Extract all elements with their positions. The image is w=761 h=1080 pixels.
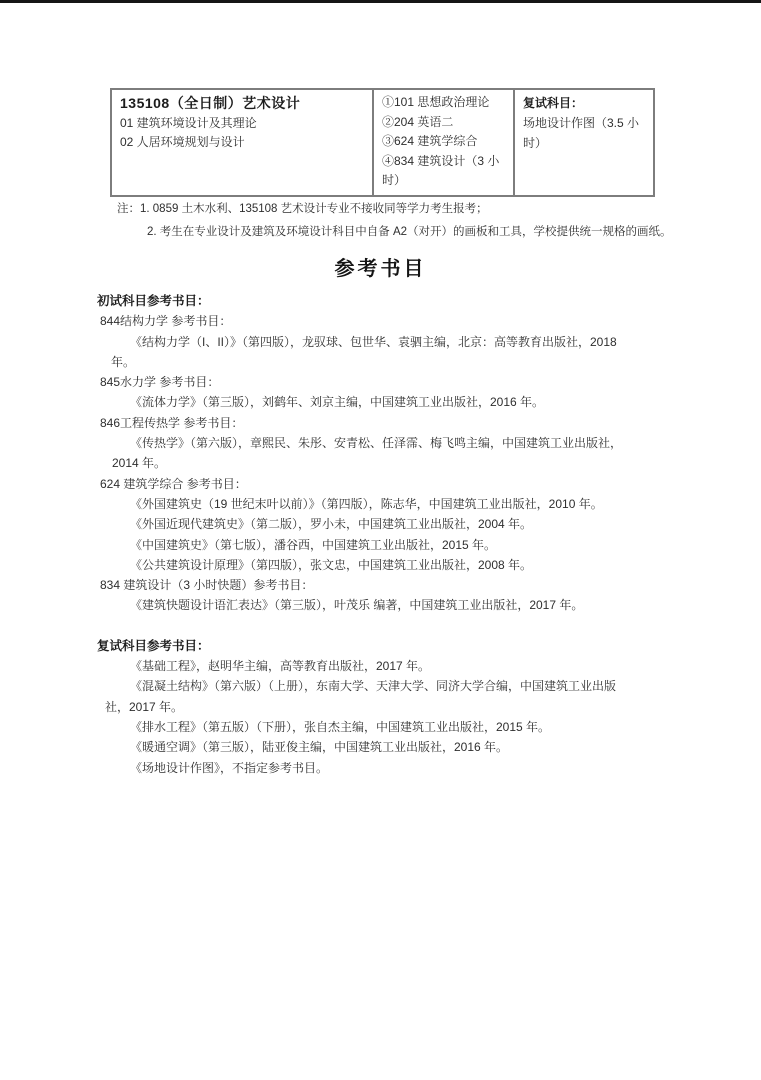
reference-line: 《暖通空调》（第三版），陆亚俊主编，中国建筑工业出版社，2016 年。 bbox=[130, 740, 509, 755]
program-direction-2: 02 人居环境规划与设计 bbox=[120, 135, 245, 149]
reference-line: 《基础工程》，赵明华主编，高等教育出版社，2017 年。 bbox=[130, 659, 431, 674]
reference-line: 《场地设计作图》，不指定参考书目。 bbox=[130, 760, 329, 775]
reference-line: 《结构力学（I、II）》（第四版），龙驭球、包世华、袁驷主编，北京：高等教育出版社，2018 bbox=[130, 334, 617, 349]
reference-line: 《混凝土结构》（第六版）（上册），东南大学、天津大学、同济大学合编，中国建筑工业出版 bbox=[130, 679, 617, 694]
retest-label: 复试科目： bbox=[523, 96, 584, 110]
reference-line: 834 建筑设计（3 小时快题）参考书目： bbox=[100, 578, 314, 593]
reference-line: 845水力学 参考书目： bbox=[100, 375, 220, 390]
page-title: 参考书目 bbox=[334, 258, 427, 280]
exam-subject-3: ③624 建筑学综合 bbox=[382, 134, 478, 148]
section-heading: 初试科目参考书目： bbox=[97, 294, 210, 308]
reference-line: 《外国建筑史（19 世纪末叶以前）》（第四版），陈志华，中国建筑工业出版社，2010 年。 bbox=[130, 496, 603, 511]
reference-line: 社，2017 年。 bbox=[105, 699, 184, 714]
note-line-2: 2. 考生在专业设计及建筑及环境设计科目中自备 A2（对开）的画板和工具，学校提供统一规格的画纸。 bbox=[147, 225, 672, 238]
reference-line: 846工程传热学 参考书目： bbox=[100, 415, 244, 430]
notes-block bbox=[117, 198, 697, 243]
reference-line: 844结构力学 参考书目： bbox=[100, 314, 232, 329]
retest-subject: 场地设计作图（3.5 小时） bbox=[523, 116, 640, 150]
reference-line: 《排水工程》（第五版）（下册），张自杰主编，中国建筑工业出版社，2015 年。 bbox=[130, 719, 551, 734]
program-title: 135108（全日制）艺术设计 bbox=[120, 95, 301, 111]
exam-subject-4: ④834 建筑设计（3 小时） bbox=[382, 153, 500, 187]
reference-line: 624 建筑学综合 参考书目： bbox=[100, 476, 247, 491]
exam-subject-1: ①101 思想政治理论 bbox=[382, 95, 490, 109]
exam-subject-2: ②204 英语二 bbox=[382, 114, 454, 129]
program-cell bbox=[111, 89, 373, 196]
reference-line: 2014 年。 bbox=[112, 456, 167, 471]
reference-line: 《中国建筑史》（第七版），潘谷西，中国建筑工业出版社，2015 年。 bbox=[130, 537, 497, 552]
reference-line: 《传热学》（第六版），章熙民、朱彤、安青松、任泽霈、梅飞鸣主编，中国建筑工业出版社， bbox=[130, 436, 623, 451]
section-heading: 复试科目参考书目： bbox=[97, 638, 210, 653]
reference-section bbox=[97, 636, 672, 778]
retest-cell bbox=[514, 89, 654, 196]
exam-subjects-cell bbox=[373, 89, 514, 196]
reference-line: 年。 bbox=[111, 354, 136, 369]
reference-line: 《公共建筑设计原理》（第四版），张文忠，中国建筑工业出版社，2008 年。 bbox=[130, 557, 533, 572]
program-direction-1: 01 建筑环境设计及其理论 bbox=[120, 116, 257, 130]
note-line-1: 注：1. 0859 土木水利、135108 艺术设计专业不接收同等学力考生报考； bbox=[117, 203, 488, 215]
reference-sections bbox=[97, 291, 672, 778]
reference-line: 《外国近现代建筑史》（第二版），罗小未，中国建筑工业出版社，2004 年。 bbox=[130, 517, 533, 532]
top-border-line bbox=[0, 0, 761, 3]
admissions-table bbox=[110, 88, 655, 197]
reference-section bbox=[97, 291, 672, 616]
reference-line: 《流体力学》（第三版），刘鹤年、刘京主编，中国建筑工业出版社，2016 年。 bbox=[130, 395, 545, 410]
table-row bbox=[111, 89, 654, 196]
reference-line: 《建筑快题设计语汇表达》（第三版），叶茂乐 编著，中国建筑工业出版社，2017 年。 bbox=[130, 598, 584, 613]
